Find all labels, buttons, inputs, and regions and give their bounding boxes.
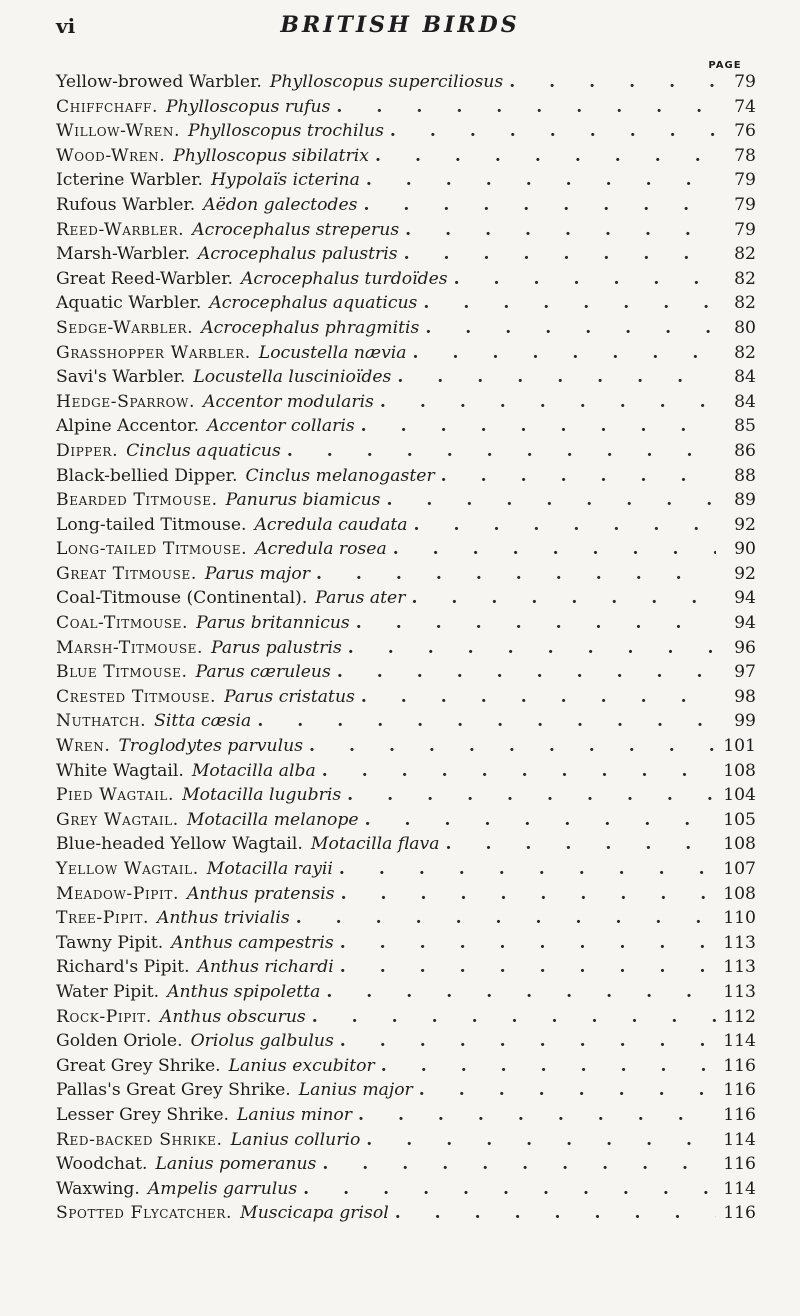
contents-entry — [56, 908, 756, 933]
page-number: 114 — [723, 1129, 756, 1150]
page-number: 113 — [723, 957, 756, 978]
latin-name: Acrocephalus turdoïdes — [240, 268, 448, 289]
dot-leader — [386, 490, 716, 510]
contents-entry — [56, 564, 756, 589]
latin-name: Parus ater — [315, 588, 406, 609]
page-number: 82 — [734, 244, 756, 265]
dot-leader — [336, 97, 716, 117]
dot-leader — [309, 736, 716, 756]
running-title: BRITISH BIRDS — [280, 12, 520, 38]
latin-name: Phylloscopus sibilatrix — [173, 145, 369, 166]
common-name: Spotted Flycatcher. — [56, 1203, 233, 1224]
page-number: 79 — [734, 219, 756, 240]
dot-leader — [337, 662, 716, 682]
entry-names — [56, 957, 334, 977]
dot-leader — [397, 367, 716, 387]
page-number: 88 — [734, 465, 756, 486]
entry-names — [56, 244, 398, 264]
common-name: Marsh-Warbler. — [56, 244, 190, 265]
folio-number: vi — [56, 14, 76, 38]
page-number: 84 — [734, 367, 756, 388]
contents-entry — [56, 613, 756, 638]
entry-names — [56, 293, 417, 313]
contents-entry — [56, 244, 756, 269]
dot-leader — [381, 1056, 716, 1076]
common-name: Long-tailed Titmouse. — [56, 514, 247, 535]
dot-leader — [454, 269, 716, 289]
contents-entry — [56, 195, 756, 220]
entry-names — [56, 1154, 316, 1174]
page-number: 96 — [734, 637, 756, 658]
latin-name: Accentor collaris — [207, 416, 355, 437]
latin-name: Motacilla flava — [310, 834, 440, 855]
dot-leader — [405, 220, 716, 240]
page-column-label: PAGE — [708, 60, 742, 71]
contents-entry — [56, 933, 756, 958]
page-number: 101 — [723, 736, 756, 757]
dot-leader — [341, 884, 716, 904]
latin-name: Anthus spipoletta — [167, 981, 321, 1002]
latin-name: Acredula caudata — [254, 514, 408, 535]
common-name: Icterine Warbler. — [56, 170, 204, 191]
contents-entry — [56, 466, 756, 491]
latin-name: Phylloscopus rufus — [166, 96, 331, 117]
page-number: 82 — [734, 293, 756, 314]
common-name: White Wagtail. — [56, 760, 184, 781]
latin-name: Ampelis garrulus — [147, 1178, 298, 1199]
page-number: 98 — [734, 686, 756, 707]
contents-entry — [56, 982, 756, 1007]
common-name: Blue-headed Yellow Wagtail. — [56, 834, 303, 855]
common-name: Marsh-Titmouse. — [56, 637, 204, 658]
common-name: Golden Oriole. — [56, 1031, 183, 1052]
dot-leader — [322, 761, 716, 781]
dot-leader — [358, 1105, 716, 1125]
common-name: Bearded Titmouse. — [56, 490, 218, 511]
dot-leader — [361, 416, 716, 436]
page-number: 82 — [734, 268, 756, 289]
entry-names — [56, 97, 330, 117]
common-name: Coal-Titmouse (Continental). — [56, 588, 308, 609]
entry-names — [56, 146, 369, 166]
entry-names — [56, 1031, 334, 1051]
dot-leader — [316, 564, 716, 584]
contents-entry — [56, 834, 756, 859]
page-number: 108 — [723, 883, 756, 904]
entry-names — [56, 933, 334, 953]
common-name: Great Reed-Warbler. — [56, 268, 233, 289]
latin-name: Aëdon galectodes — [203, 194, 358, 215]
entry-names — [56, 220, 399, 240]
entry-names — [56, 121, 384, 141]
common-name: Alpine Accentor. — [56, 416, 200, 437]
page-number: 92 — [734, 514, 756, 535]
dot-leader — [380, 392, 716, 412]
page-number: 116 — [723, 1104, 756, 1125]
contents-entry — [56, 367, 756, 392]
contents-entry — [56, 293, 756, 318]
contents-entry — [56, 957, 756, 982]
common-name: Great Grey Shrike. — [56, 1055, 221, 1076]
dot-leader — [365, 810, 716, 830]
contents-entry — [56, 736, 756, 761]
latin-name: Acrocephalus streperus — [192, 219, 400, 240]
dot-leader — [366, 170, 716, 190]
common-name: Aquatic Warbler. — [56, 293, 202, 314]
common-name: Coal-Titmouse. — [56, 613, 189, 634]
latin-name: Cinclus aquaticus — [126, 440, 281, 461]
latin-name: Locustella nævia — [258, 342, 407, 363]
latin-name: Accentor modularis — [203, 391, 374, 412]
dot-leader — [340, 933, 716, 953]
page-number: 113 — [723, 932, 756, 953]
contents-entry — [56, 1056, 756, 1081]
latin-name: Panurus biamicus — [225, 490, 381, 511]
dot-leader — [339, 859, 716, 879]
latin-name: Anthus richardi — [197, 957, 334, 978]
entry-names — [56, 1105, 352, 1125]
common-name: Rufous Warbler. — [56, 194, 196, 215]
latin-name: Anthus trivialis — [157, 908, 290, 929]
contents-entry — [56, 441, 756, 466]
contents-entry — [56, 539, 756, 564]
latin-name: Lanius collurio — [230, 1129, 361, 1150]
page-number: 86 — [734, 440, 756, 461]
latin-name: Parus cristatus — [224, 686, 355, 707]
latin-name: Acrocephalus palustris — [197, 244, 398, 265]
latin-name: Motacilla rayii — [206, 859, 333, 879]
page-number: 104 — [723, 785, 756, 806]
common-name: Grey Wagtail. — [56, 809, 179, 830]
common-name: Richard's Pipit. — [56, 957, 190, 978]
common-name: Great Titmouse. — [56, 563, 197, 584]
page-number: 108 — [723, 834, 756, 855]
entry-names — [56, 466, 435, 486]
entry-names — [56, 195, 357, 215]
entry-names — [56, 859, 333, 879]
common-name: Pallas's Great Grey Shrike. — [56, 1080, 291, 1101]
common-name: Sedge-Warbler. — [56, 317, 194, 338]
common-name: Pied Wagtail. — [56, 785, 175, 806]
page-number: 79 — [734, 170, 756, 191]
latin-name: Motacilla alba — [191, 760, 316, 781]
dot-leader — [390, 121, 716, 141]
latin-name: Oriolus galbulus — [190, 1031, 334, 1052]
dot-leader — [366, 1130, 716, 1150]
entry-names — [56, 416, 355, 436]
page-number: 110 — [723, 908, 756, 929]
latin-name: Acrocephalus aquaticus — [209, 293, 418, 314]
entry-names — [56, 515, 408, 535]
dot-leader — [404, 244, 716, 264]
latin-name: Muscicapa grisol — [240, 1203, 389, 1224]
entry-names — [56, 785, 341, 805]
dot-leader — [423, 293, 716, 313]
contents-entry — [56, 1007, 756, 1032]
page-number: 84 — [734, 391, 756, 412]
page-number: 74 — [734, 96, 756, 117]
latin-name: Motacilla lugubris — [182, 785, 342, 806]
common-name: Wren. — [56, 736, 111, 757]
contents-entry — [56, 1105, 756, 1130]
dot-leader — [347, 785, 716, 805]
contents-entry — [56, 1080, 756, 1105]
dot-leader — [413, 343, 716, 363]
dot-leader — [322, 1154, 716, 1174]
contents-entry — [56, 711, 756, 736]
contents-entry — [56, 1031, 756, 1056]
page-header — [0, 8, 800, 48]
contents-entry — [56, 1154, 756, 1179]
dot-leader — [296, 908, 716, 928]
dot-leader — [375, 146, 716, 166]
entry-names — [56, 736, 303, 756]
common-name: Waxwing. — [56, 1178, 140, 1199]
dot-leader — [361, 687, 716, 707]
dot-leader — [446, 834, 717, 854]
latin-name: Hypolaïs icterina — [211, 170, 360, 191]
entry-names — [56, 539, 387, 559]
contents-entry — [56, 220, 756, 245]
page-number: 108 — [723, 760, 756, 781]
page-number: 85 — [734, 416, 756, 437]
common-name: Blue Titmouse. — [56, 662, 188, 683]
entry-names — [56, 638, 342, 658]
page-number: 89 — [734, 490, 756, 511]
common-name: Savi's Warbler. — [56, 367, 186, 388]
latin-name: Troglodytes parvulus — [118, 736, 304, 757]
contents-entry — [56, 416, 756, 441]
latin-name: Acrocephalus phragmitis — [201, 317, 420, 338]
contents-entry — [56, 490, 756, 515]
common-name: Red-backed Shrike. — [56, 1129, 223, 1150]
contents-entry — [56, 343, 756, 368]
page-number: 105 — [723, 809, 756, 830]
latin-name: Phylloscopus trochilus — [188, 121, 384, 142]
page-number: 116 — [723, 1154, 756, 1175]
page-number: 80 — [734, 317, 756, 338]
entry-names — [56, 1179, 297, 1199]
page-number: 94 — [734, 613, 756, 634]
latin-name: Parus cæruleus — [195, 662, 331, 683]
page-number: 114 — [723, 1178, 756, 1199]
page-number: 94 — [734, 588, 756, 609]
entry-names — [56, 761, 316, 781]
common-name: Meadow-Pipit. — [56, 883, 180, 904]
entry-names — [56, 72, 503, 92]
entry-names — [56, 662, 331, 682]
common-name: Grasshopper Warbler. — [56, 342, 251, 363]
latin-name: Parus palustris — [211, 637, 342, 658]
entry-names — [56, 908, 290, 928]
page-number: 82 — [734, 342, 756, 363]
entry-names — [56, 687, 355, 707]
dot-leader — [393, 539, 716, 559]
latin-name: Cinclus melanogaster — [245, 465, 435, 486]
page-number: 99 — [734, 711, 756, 732]
latin-name: Phylloscopus superciliosus — [269, 72, 504, 92]
page-number: 92 — [734, 563, 756, 584]
dot-leader — [348, 638, 716, 658]
entry-names — [56, 1007, 306, 1027]
page-number: 90 — [734, 539, 756, 560]
latin-name: Parus britannicus — [196, 613, 350, 634]
contents-entry — [56, 269, 756, 294]
dot-leader — [441, 466, 716, 486]
contents-entry — [56, 1179, 756, 1204]
latin-name: Locustella luscinioïdes — [193, 367, 392, 388]
entry-names — [56, 588, 405, 608]
common-name: Woodchat. — [56, 1154, 148, 1175]
entry-names — [56, 392, 374, 412]
latin-name: Lanius pomeranus — [155, 1154, 317, 1175]
contents-entry — [56, 318, 756, 343]
common-name: Tree-Pipit. — [56, 908, 150, 929]
dot-leader — [340, 1031, 716, 1051]
page-number: 113 — [723, 981, 756, 1002]
entry-names — [56, 318, 419, 338]
page-number: 79 — [734, 72, 756, 92]
contents-entry — [56, 97, 756, 122]
page-number: 97 — [734, 662, 756, 683]
contents-list — [56, 72, 756, 1228]
contents-entry — [56, 687, 756, 712]
contents-entry — [56, 392, 756, 417]
contents-entry — [56, 588, 756, 613]
entry-names — [56, 441, 281, 461]
page-number: 114 — [723, 1031, 756, 1052]
common-name: Wood-Wren. — [56, 145, 166, 166]
contents-entry — [56, 785, 756, 810]
entry-names — [56, 490, 380, 510]
dot-leader — [257, 711, 716, 731]
latin-name: Lanius minor — [236, 1104, 352, 1125]
entry-names — [56, 613, 350, 633]
common-name: Hedge-Sparrow. — [56, 391, 196, 412]
dot-leader — [303, 1179, 716, 1199]
contents-entry — [56, 1130, 756, 1155]
common-name: Yellow Wagtail. — [56, 859, 199, 879]
latin-name: Acredula rosea — [255, 539, 387, 560]
dot-leader — [312, 1007, 716, 1027]
dot-leader — [363, 195, 716, 215]
common-name: Black-bellied Dipper. — [56, 465, 238, 486]
common-name: Chiffchaff. — [56, 96, 159, 117]
entry-names — [56, 1056, 375, 1076]
common-name: Yellow-browed Warbler. — [56, 72, 262, 92]
common-name: Tawny Pipit. — [56, 932, 164, 953]
dot-leader — [287, 441, 716, 461]
contents-entry — [56, 662, 756, 687]
contents-entry — [56, 170, 756, 195]
entry-names — [56, 367, 391, 387]
common-name: Water Pipit. — [56, 981, 160, 1002]
common-name: Lesser Grey Shrike. — [56, 1104, 229, 1125]
latin-name: Lanius major — [298, 1080, 413, 1101]
dot-leader — [411, 588, 716, 608]
entry-names — [56, 1203, 389, 1223]
contents-entry — [56, 638, 756, 663]
page-number: 76 — [734, 121, 756, 142]
page-number: 78 — [734, 145, 756, 166]
entry-names — [56, 810, 359, 830]
dot-leader — [509, 72, 716, 92]
dot-leader — [419, 1080, 716, 1100]
latin-name: Anthus campestris — [171, 932, 334, 953]
dot-leader — [326, 982, 716, 1002]
entry-names — [56, 1080, 413, 1100]
common-name: Crested Titmouse. — [56, 686, 217, 707]
contents-entry — [56, 1203, 756, 1228]
entry-names — [56, 982, 320, 1002]
page-number: 116 — [723, 1055, 756, 1076]
entry-names — [56, 564, 310, 584]
latin-name: Anthus obscurus — [159, 1006, 306, 1027]
latin-name: Sitta cæsia — [154, 711, 252, 732]
common-name: Long-tailed Titmouse. — [56, 539, 248, 560]
dot-leader — [395, 1203, 716, 1223]
contents-entry — [56, 859, 756, 884]
common-name: Rock-Pipit. — [56, 1006, 152, 1027]
page-number: 107 — [723, 859, 756, 879]
page-number: 116 — [723, 1080, 756, 1101]
entry-names — [56, 1130, 360, 1150]
contents-entry — [56, 515, 756, 540]
latin-name: Anthus pratensis — [187, 883, 335, 904]
latin-name: Motacilla melanope — [186, 809, 359, 830]
common-name: Nuthatch. — [56, 711, 147, 732]
common-name: Reed-Warbler. — [56, 219, 185, 240]
dot-leader — [414, 515, 716, 535]
page-number: 79 — [734, 194, 756, 215]
page-number: 112 — [723, 1006, 756, 1027]
entry-names — [56, 711, 251, 731]
entry-names — [56, 269, 448, 289]
contents-entry — [56, 146, 756, 171]
contents-entry — [56, 72, 756, 97]
dot-leader — [356, 613, 716, 633]
common-name: Willow-Wren. — [56, 121, 181, 142]
contents-entry — [56, 761, 756, 786]
contents-entry — [56, 810, 756, 835]
latin-name: Parus major — [204, 563, 310, 584]
entry-names — [56, 884, 335, 904]
latin-name: Lanius excubitor — [228, 1055, 375, 1076]
common-name: Dipper. — [56, 440, 119, 461]
dot-leader — [425, 318, 716, 338]
dot-leader — [340, 957, 716, 977]
entry-names — [56, 343, 407, 363]
contents-entry — [56, 884, 756, 909]
page-number: 116 — [723, 1203, 756, 1224]
entry-names — [56, 170, 360, 190]
contents-entry — [56, 121, 756, 146]
entry-names — [56, 834, 440, 854]
